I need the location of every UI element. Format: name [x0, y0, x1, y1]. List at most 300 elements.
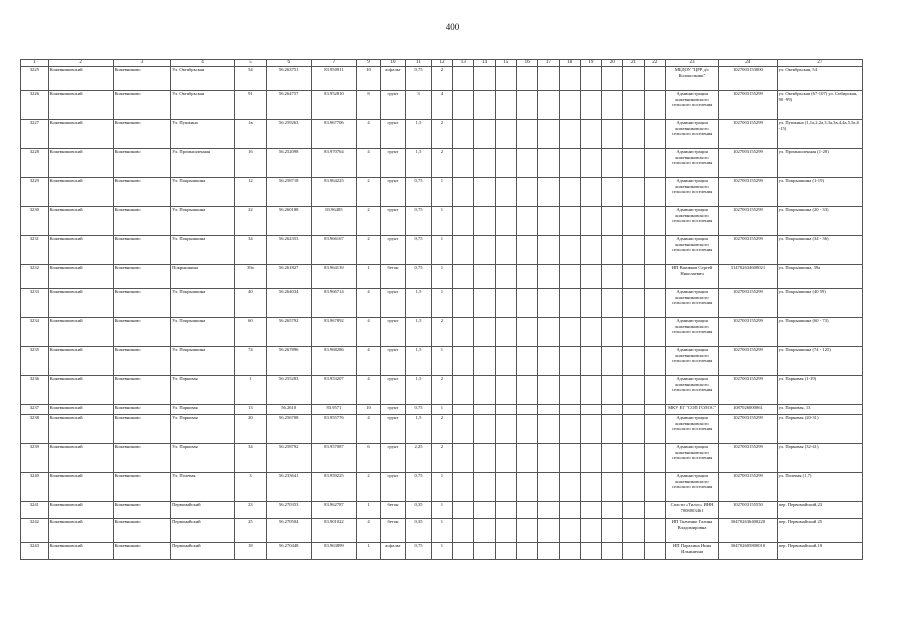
table-cell: ИП Ткаченко Галина Владимировна — [665, 519, 718, 543]
table-cell: 56.255283 — [266, 376, 311, 405]
table-cell — [559, 519, 580, 543]
table-cell: ул. Полевая (1,7) — [777, 473, 862, 502]
table-cell: 1027003155299 — [719, 149, 778, 178]
table-cell — [453, 473, 474, 502]
table-cell — [623, 67, 644, 91]
table-cell: 1027003155299 — [719, 120, 778, 149]
column-number: 18 — [559, 60, 580, 67]
table-cell — [516, 149, 537, 178]
table-cell — [474, 67, 495, 91]
table-cell: ул. Парковая (20-31) — [777, 415, 862, 444]
table-cell — [623, 347, 644, 376]
table-cell — [538, 347, 559, 376]
table-cell: 83.963899 — [311, 543, 357, 560]
table-cell — [623, 289, 644, 318]
table-cell: 2 — [431, 415, 452, 444]
table-cell — [495, 543, 516, 560]
table-cell — [602, 178, 623, 207]
table-cell — [453, 149, 474, 178]
table-cell: пер. Первомайский 25 — [777, 519, 862, 543]
table-cell: Ул. Покрышкина — [171, 236, 235, 265]
table-cell — [495, 473, 516, 502]
table-cell — [580, 347, 601, 376]
table-cell: 83.957087 — [311, 444, 357, 473]
table-cell — [623, 236, 644, 265]
table-cell: 56.260188 — [266, 207, 311, 236]
table-cell — [538, 289, 559, 318]
table-row — [21, 415, 863, 444]
table-cell — [516, 178, 537, 207]
table-cell: Администрация кожевниковского сельского поселения — [665, 289, 718, 318]
table-cell: ул. Парковая, 13 — [777, 405, 862, 415]
table-cell: 56.259263 — [266, 120, 311, 149]
table-cell — [453, 120, 474, 149]
table-cell — [453, 91, 474, 120]
table-cell — [474, 347, 495, 376]
table-cell — [453, 207, 474, 236]
table-cell: 56.252098 — [266, 149, 311, 178]
table-cell — [516, 91, 537, 120]
table-cell — [559, 67, 580, 91]
table-cell: 56.264034 — [266, 289, 311, 318]
table-cell: Кожевниково — [113, 91, 170, 120]
table-cell — [559, 347, 580, 376]
table-cell: 74 — [234, 347, 266, 376]
table-cell: 3228 — [21, 149, 49, 178]
table-cell — [644, 376, 665, 405]
table-cell — [474, 318, 495, 347]
table-cell: Первомайский — [171, 519, 235, 543]
table-cell: 1027003155550 — [719, 502, 778, 519]
table-cell: 0,35 — [406, 502, 432, 519]
page-number: 400 — [445, 22, 460, 32]
table-cell — [623, 149, 644, 178]
table-cell: 83.950911 — [311, 67, 357, 91]
table-cell — [559, 91, 580, 120]
table-cell — [580, 405, 601, 415]
table-cell: грунт — [380, 444, 406, 473]
table-cell — [559, 207, 580, 236]
table-cell — [474, 120, 495, 149]
table-cell — [559, 236, 580, 265]
table-body — [21, 60, 863, 560]
table-cell: 3 — [406, 91, 432, 120]
column-number: 14 — [474, 60, 495, 67]
table-cell: ул. Покрышкина (60 - 73) — [777, 318, 862, 347]
table-cell — [623, 91, 644, 120]
table-cell — [538, 207, 559, 236]
table-cell: Кожевниково — [113, 178, 170, 207]
table-cell: грунт — [380, 289, 406, 318]
table-cell: 6 — [357, 444, 380, 473]
table-cell — [538, 473, 559, 502]
table-cell: 3232 — [21, 265, 49, 289]
table-cell: Кожевниково — [113, 473, 170, 502]
table-cell: Администрация кожевниковского сельского поселения — [665, 149, 718, 178]
table-cell: 1 — [431, 405, 452, 415]
table-cell: Кожевниковский — [48, 405, 113, 415]
table-cell: грунт — [380, 347, 406, 376]
column-number: 13 — [453, 60, 474, 67]
table-cell — [559, 149, 580, 178]
table-cell — [495, 91, 516, 120]
table-cell: 56.258718 — [266, 178, 311, 207]
table-cell: Кожевниковский — [48, 519, 113, 543]
table-cell: Администрация кожевниковского сельского поселения — [665, 444, 718, 473]
table-cell — [453, 415, 474, 444]
table-cell — [644, 502, 665, 519]
table-cell — [538, 178, 559, 207]
table-cell: 3242 — [21, 519, 49, 543]
table-cell — [623, 376, 644, 405]
table-cell — [602, 67, 623, 91]
table-cell: 56.264757 — [266, 91, 311, 120]
table-cell: Спасти «Тилос» ИНН 7008003461 — [665, 502, 718, 519]
table-cell: Администрация кожевниковского сельского поселения — [665, 236, 718, 265]
table-cell — [580, 207, 601, 236]
table-cell: грунт — [380, 149, 406, 178]
table-cell: 1,5 — [406, 376, 432, 405]
table-cell — [453, 318, 474, 347]
table-cell: 1 — [357, 265, 380, 289]
table-cell: 4 — [357, 289, 380, 318]
table-cell — [453, 67, 474, 91]
table-cell: 60 — [234, 318, 266, 347]
table-row — [21, 347, 863, 376]
table-cell: 2,25 — [406, 444, 432, 473]
table-cell — [602, 207, 623, 236]
table-cell: Кожевниково — [113, 415, 170, 444]
table-cell — [559, 405, 580, 415]
table-cell — [580, 67, 601, 91]
table-cell: Кожевниково — [113, 207, 170, 236]
table-cell: 0,75 — [406, 473, 432, 502]
table-cell: Кожевниково — [113, 347, 170, 376]
table-cell — [602, 519, 623, 543]
table-cell: 83.9571 — [311, 405, 357, 415]
table-cell — [453, 347, 474, 376]
table-cell: 1 — [431, 519, 452, 543]
table-row — [21, 265, 863, 289]
table-cell: пер. Первомайский,23 — [777, 502, 862, 519]
table-cell — [623, 318, 644, 347]
table-cell — [623, 473, 644, 502]
table-cell — [516, 207, 537, 236]
table-cell: Кожевниковский — [48, 120, 113, 149]
table-cell: 3243 — [21, 543, 49, 560]
table-cell: 0,35 — [406, 519, 432, 543]
table-cell: 4 — [357, 120, 380, 149]
table-cell: ул. Покрышкина (20 - 33) — [777, 207, 862, 236]
table-cell: 83.966167 — [311, 236, 357, 265]
table-cell: 25 — [234, 519, 266, 543]
table-cell: ул. Промышленная (1-28) — [777, 149, 862, 178]
table-row — [21, 444, 863, 473]
column-number-row — [21, 60, 863, 67]
table-cell — [516, 543, 537, 560]
table-cell — [623, 502, 644, 519]
table-cell — [580, 543, 601, 560]
column-number: 4 — [171, 60, 235, 67]
table-cell — [644, 347, 665, 376]
table-cell: 1027003155299 — [719, 178, 778, 207]
table-cell: 91 — [234, 91, 266, 120]
table-cell — [644, 236, 665, 265]
column-number: 10 — [380, 60, 406, 67]
table-cell — [580, 444, 601, 473]
table-cell: Кожевниковский — [48, 149, 113, 178]
table-cell: 3233 — [21, 289, 49, 318]
table-cell: ул. Покрышкина (34 - 36) — [777, 236, 862, 265]
table-cell: 304702605800010 — [719, 543, 778, 560]
table-cell: 2 — [357, 178, 380, 207]
table-cell — [495, 318, 516, 347]
table-cell — [516, 318, 537, 347]
table-cell: грунт — [380, 207, 406, 236]
table-cell — [495, 236, 516, 265]
table-row — [21, 149, 863, 178]
table-cell — [538, 444, 559, 473]
table-cell: 8 — [357, 91, 380, 120]
table-cell: 3239 — [21, 444, 49, 473]
table-cell: 4 — [431, 91, 452, 120]
table-cell — [516, 67, 537, 91]
table-cell: Кожевниковский — [48, 543, 113, 560]
table-cell: 0,75 — [406, 405, 432, 415]
table-cell — [495, 178, 516, 207]
table-cell: 1 — [357, 502, 380, 519]
table-cell — [559, 415, 580, 444]
table-cell: Кожевниково — [113, 318, 170, 347]
table-cell — [602, 120, 623, 149]
table-row — [21, 67, 863, 91]
table-cell: 40 — [234, 289, 266, 318]
table-cell: Администрация кожевниковского сельского поселения — [665, 91, 718, 120]
table-cell: ул. Октябрьская, 54 — [777, 67, 862, 91]
table-cell: 1 — [431, 265, 452, 289]
table-cell: 1027003155299 — [719, 376, 778, 405]
table-cell — [644, 289, 665, 318]
table-cell: Ул. Покрышкина — [171, 178, 235, 207]
table-cell: Администрация кожевниковского сельского поселения — [665, 178, 718, 207]
column-number: 20 — [602, 60, 623, 67]
table-cell — [623, 178, 644, 207]
table-cell — [580, 473, 601, 502]
column-number: 7 — [311, 60, 357, 67]
table-cell: 1,5 — [406, 149, 432, 178]
table-cell: ул. Покрышкина (74 - 125) — [777, 347, 862, 376]
table-cell: Ул. Покрышкина — [171, 318, 235, 347]
table-cell: 3231 — [21, 236, 49, 265]
column-number: 16 — [516, 60, 537, 67]
table-cell: 4 — [357, 376, 380, 405]
table-cell: ул. Покрышкина (40 59) — [777, 289, 862, 318]
table-cell — [559, 289, 580, 318]
table-row — [21, 502, 863, 519]
table-cell: Кожевниковский — [48, 91, 113, 120]
table-cell — [602, 405, 623, 415]
table-cell: 12 — [234, 178, 266, 207]
table-cell — [602, 91, 623, 120]
column-number: 12 — [431, 60, 452, 67]
table-cell — [602, 289, 623, 318]
table-cell — [453, 236, 474, 265]
table-cell: Кожевниковский — [48, 347, 113, 376]
table-row — [21, 91, 863, 120]
table-cell — [644, 120, 665, 149]
table-row — [21, 178, 863, 207]
table-cell: 3238 — [21, 415, 49, 444]
table-cell: Кожевниково — [113, 265, 170, 289]
table-cell — [516, 519, 537, 543]
table-cell: 3226 — [21, 91, 49, 120]
table-row — [21, 236, 863, 265]
table-cell: 1027003155299 — [719, 415, 778, 444]
table-cell: Первомайский — [171, 502, 235, 519]
column-number: 9 — [357, 60, 380, 67]
table-cell: 13 — [234, 405, 266, 415]
table-cell: грунт — [380, 236, 406, 265]
table-cell: Кожевниково — [113, 236, 170, 265]
table-cell: 56.2610 — [266, 405, 311, 415]
table-cell — [644, 473, 665, 502]
table-cell — [453, 405, 474, 415]
table-cell — [580, 415, 601, 444]
table-cell — [453, 502, 474, 519]
table-cell: 56.267896 — [266, 347, 311, 376]
table-cell: 83.968286 — [311, 347, 357, 376]
table-cell — [538, 91, 559, 120]
column-number: 15 — [495, 60, 516, 67]
table-cell — [453, 376, 474, 405]
table-cell: грунт — [380, 376, 406, 405]
column-number: 2 — [48, 60, 113, 67]
table-cell: 1 — [431, 347, 452, 376]
table-cell — [644, 149, 665, 178]
table-cell: Ул. Пушкина — [171, 120, 235, 149]
table-cell: Администрация кожевниковского сельского поселения — [665, 415, 718, 444]
column-number: 5 — [234, 60, 266, 67]
column-number: 6 — [266, 60, 311, 67]
table-cell — [516, 289, 537, 318]
table-cell — [602, 236, 623, 265]
table-cell — [644, 405, 665, 415]
table-cell: 83.959225 — [311, 473, 357, 502]
table-cell: 1 — [431, 178, 452, 207]
column-number: 21 — [623, 60, 644, 67]
table-cell: 314702634600021 — [719, 265, 778, 289]
table-cell: ИП Парахина Нина Ильинична — [665, 543, 718, 560]
table-cell — [495, 265, 516, 289]
table-cell: Кожевниково — [113, 444, 170, 473]
table-cell — [602, 473, 623, 502]
table-cell: 1 — [234, 376, 266, 405]
table-cell — [453, 289, 474, 318]
table-cell: 0,75 — [406, 265, 432, 289]
table-cell — [580, 502, 601, 519]
table-cell — [538, 236, 559, 265]
table-cell — [580, 178, 601, 207]
table-cell: асфальт — [380, 543, 406, 560]
table-cell: Ул. Парковая — [171, 376, 235, 405]
table-cell: Ул. Октябрьская — [171, 67, 235, 91]
table-cell — [602, 149, 623, 178]
register-table — [20, 59, 863, 560]
table-row — [21, 120, 863, 149]
table-cell: Кожевниковский — [48, 178, 113, 207]
table-cell: 39а — [234, 265, 266, 289]
table-cell — [580, 376, 601, 405]
table-cell: бетон — [380, 519, 406, 543]
table-cell: Ул. Парковая — [171, 444, 235, 473]
table-cell — [516, 347, 537, 376]
table-cell: 83.962787 — [311, 502, 357, 519]
table-cell: Кожевниковский — [48, 236, 113, 265]
table-cell: 3240 — [21, 473, 49, 502]
table-cell: 23 — [234, 502, 266, 519]
table-cell — [495, 405, 516, 415]
table-cell: ИП Вшивков Сергей Николаевич — [665, 265, 718, 289]
table-cell — [602, 347, 623, 376]
table-cell — [495, 519, 516, 543]
table-cell: 4 — [357, 149, 380, 178]
table-cell — [474, 519, 495, 543]
table-cell: 2 — [431, 444, 452, 473]
table-row — [21, 519, 863, 543]
table-cell: Кожевниково — [113, 149, 170, 178]
table-cell: 34 — [234, 444, 266, 473]
table-cell: Кожевниковский — [48, 473, 113, 502]
table-row — [21, 405, 863, 415]
table-cell: 3 — [234, 473, 266, 502]
table-cell: 83.970764 — [311, 149, 357, 178]
table-cell: 83.952810 — [311, 91, 357, 120]
table-row — [21, 376, 863, 405]
table-cell: 83.964139 — [311, 265, 357, 289]
table-cell — [644, 207, 665, 236]
table-cell: 1,5 — [406, 347, 432, 376]
table-cell: 4 — [357, 415, 380, 444]
column-number: 11 — [406, 60, 432, 67]
table-cell: 83.967706 — [311, 120, 357, 149]
table-cell — [474, 415, 495, 444]
table-cell: 1027003155299 — [719, 444, 778, 473]
table-cell — [495, 120, 516, 149]
table-cell: 10 — [357, 67, 380, 91]
table-cell: Ул. Покрышкина — [171, 289, 235, 318]
table-cell: Администрация кожевниковского сельского поселения — [665, 207, 718, 236]
table-cell — [559, 318, 580, 347]
table-cell — [474, 405, 495, 415]
table-cell: ул. Парковая (1-19) — [777, 376, 862, 405]
table-cell — [644, 519, 665, 543]
table-cell: 3229 — [21, 178, 49, 207]
table-cell — [580, 265, 601, 289]
table-cell: 0,75 — [406, 67, 432, 91]
column-number: 23 — [665, 60, 718, 67]
table-cell — [538, 120, 559, 149]
table-cell — [580, 236, 601, 265]
table-cell: 1,5 — [406, 120, 432, 149]
table-cell — [453, 178, 474, 207]
table-cell: 1087026000061 — [719, 405, 778, 415]
table-cell: 83.967892 — [311, 318, 357, 347]
table-cell: 2 — [357, 236, 380, 265]
table-cell — [474, 178, 495, 207]
table-cell: грунт — [380, 120, 406, 149]
table-cell: 2 — [431, 67, 452, 91]
table-cell: Кожевниково — [113, 120, 170, 149]
